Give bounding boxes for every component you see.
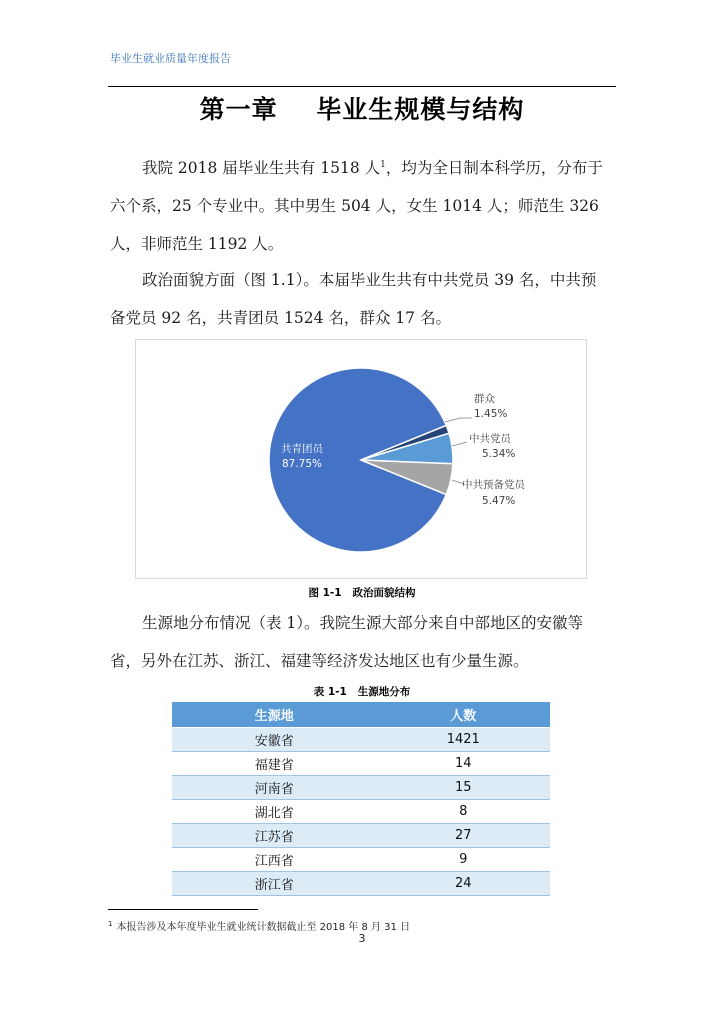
cell-province: 江西省 (172, 848, 377, 872)
cell-province: 江苏省 (172, 824, 377, 848)
table-row (172, 872, 550, 896)
table-title: 生源地分布 (357, 686, 411, 698)
chapter-title: 第一章 毕业生规模与结构 (199, 95, 525, 124)
column-header-origin: 生源地 (172, 702, 377, 728)
leader-line-party-member (452, 442, 467, 446)
header-divider (108, 86, 616, 87)
figure-title: 政治面貌结构 (352, 587, 416, 599)
cell-count: 27 (377, 824, 550, 848)
slice-label-youth-league-value: 87.75% (281, 458, 323, 470)
paragraph-1-rest: ，均为全日制本科学历，分布于六个系，25 个专业中。其中男生 504 人，女生 1014 人；师范生 326 人，非师范生 1192 人。 (110, 159, 603, 254)
footnote-reference: 1 (380, 160, 386, 170)
table-row (172, 848, 550, 872)
figure-number: 图 1-1 (308, 587, 342, 599)
cell-count: 15 (377, 776, 550, 800)
pie-chart-frame (135, 339, 587, 579)
figure-caption (108, 585, 616, 600)
slice-label-probationary-name: 中共预备党员 (462, 479, 525, 491)
leader-line-masses (445, 418, 472, 422)
cell-province: 浙江省 (172, 872, 377, 896)
slice-label-masses-value: 1.45% (474, 408, 508, 420)
paragraph-political-status: 政治面貌方面（图 1.1）。本届毕业生共有中共党员 39 名，中共预备党员 92 名，共青团员 1524 名，群众 17 名。 (110, 271, 597, 327)
footnote-mark: 1 (108, 919, 113, 928)
table-number: 表 1-1 (313, 686, 347, 698)
cell-province: 福建省 (172, 752, 377, 776)
cell-province: 安徽省 (172, 728, 377, 752)
political-status-pie-chart (136, 340, 586, 578)
table-row (172, 800, 550, 824)
table-row (172, 824, 550, 848)
footnote-text: 本报告涉及本年度毕业生就业统计数据截止至 2018 年 8 月 31 日 (116, 922, 411, 933)
cell-count: 14 (377, 752, 550, 776)
slice-label-probationary-value: 5.47% (482, 495, 516, 507)
footnote (108, 918, 410, 933)
cell-count: 8 (377, 800, 550, 824)
footnote-divider (108, 909, 258, 910)
table-caption (108, 684, 616, 699)
page-number: 3 (358, 932, 366, 945)
paragraph-graduate-scale (110, 146, 610, 263)
slice-label-youth-league-name: 共青团员 (281, 443, 323, 455)
slice-label-party-member-value: 5.34% (482, 448, 516, 460)
paragraph-origin: 生源地分布情况（表 1）。我院生源大部分来自中部地区的安徽等省，另外在江苏、浙江、福建等经济发达地区也有少量生源。 (110, 614, 584, 670)
origin-table (172, 702, 550, 896)
cell-count: 24 (377, 872, 550, 896)
table-row (172, 776, 550, 800)
column-header-count: 人数 (377, 702, 550, 728)
slice-label-masses-name: 群众 (474, 393, 495, 405)
cell-count: 9 (377, 848, 550, 872)
slice-label-party-member-name: 中共党员 (469, 433, 511, 445)
table-row (172, 728, 550, 752)
cell-province: 河南省 (172, 776, 377, 800)
cell-province: 湖北省 (172, 800, 377, 824)
cell-count: 1421 (377, 728, 550, 752)
table-header-row (172, 702, 550, 728)
table-row (172, 752, 550, 776)
paragraph-1-text: 我院 2018 届毕业生共有 1518 人 (142, 159, 381, 178)
running-header: 毕业生就业质量年度报告 (110, 52, 231, 65)
